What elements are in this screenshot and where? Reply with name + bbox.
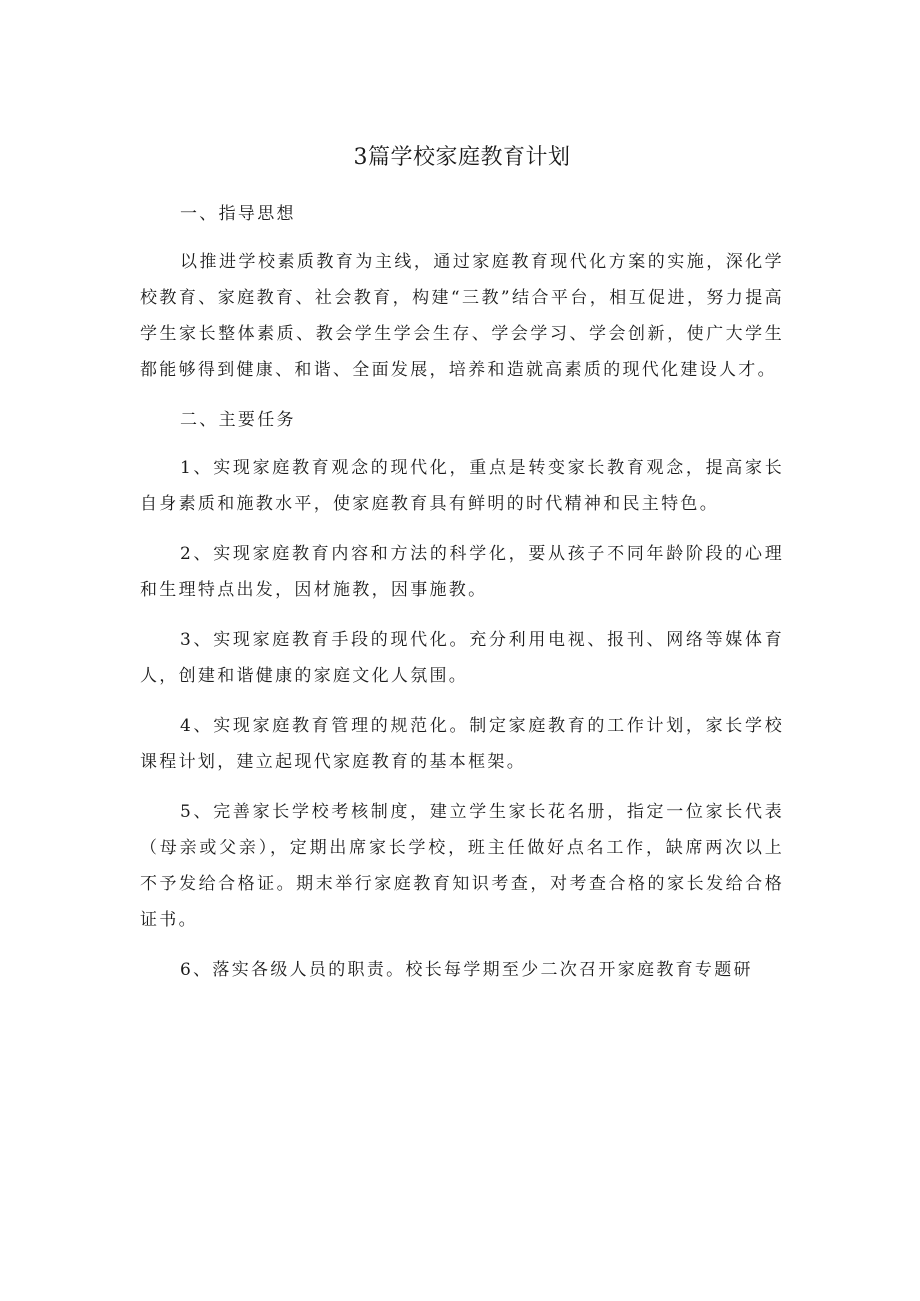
section-heading-main-tasks: 二、主要任务 [180,410,296,430]
section-heading-guiding-ideology: 一、指导思想 [180,204,296,224]
task-item-4: 4、实现家庭教育管理的规范化。制定家庭教育的工作计划，家长学校课程计划，建立起现代家庭教育的基本框架。 [140,716,784,772]
task-item-3: 3、实现家庭教育手段的现代化。充分利用电视、报刊、网络等媒体育人，创建和谐健康的家庭文化人氛围。 [140,630,784,686]
task-item-2: 2、实现家庭教育内容和方法的科学化，要从孩子不同年龄阶段的心理和生理特点出发，因材施教，因事施教。 [140,544,784,600]
document-title: 3篇学校家庭教育计划 [353,145,571,170]
document-body [140,196,784,1002]
paragraph-guiding-ideology: 以推进学校素质教育为主线，通过家庭教育现代化方案的实施，深化学校教育、家庭教育、社会教育，构建“三教”结合平台，相互促进，努力提高学生家长整体素质、教会学生学会生存、学会学习、学会创新，使广大学生都能够得到健康、和谐、全面发展，培养和造就高素质的现代化建设人才。 [140,252,784,380]
task-item-5: 5、完善家长学校考核制度，建立学生家长花名册，指定一位家长代表（母亲或父亲），定期出席家长学校，班主任做好点名工作，缺席两次以上不予发给合格证。期末举行家庭教育知识考查，对考查合格的家长发给合格证书。 [140,802,784,930]
task-item-6: 6、落实各级人员的职责。校长每学期至少二次召开家庭教育专题研 [180,960,753,980]
task-item-1: 1、实现家庭教育观念的现代化，重点是转变家长教育观念，提高家长自身素质和施教水平，使家庭教育具有鲜明的时代精神和民主特色。 [140,458,784,514]
